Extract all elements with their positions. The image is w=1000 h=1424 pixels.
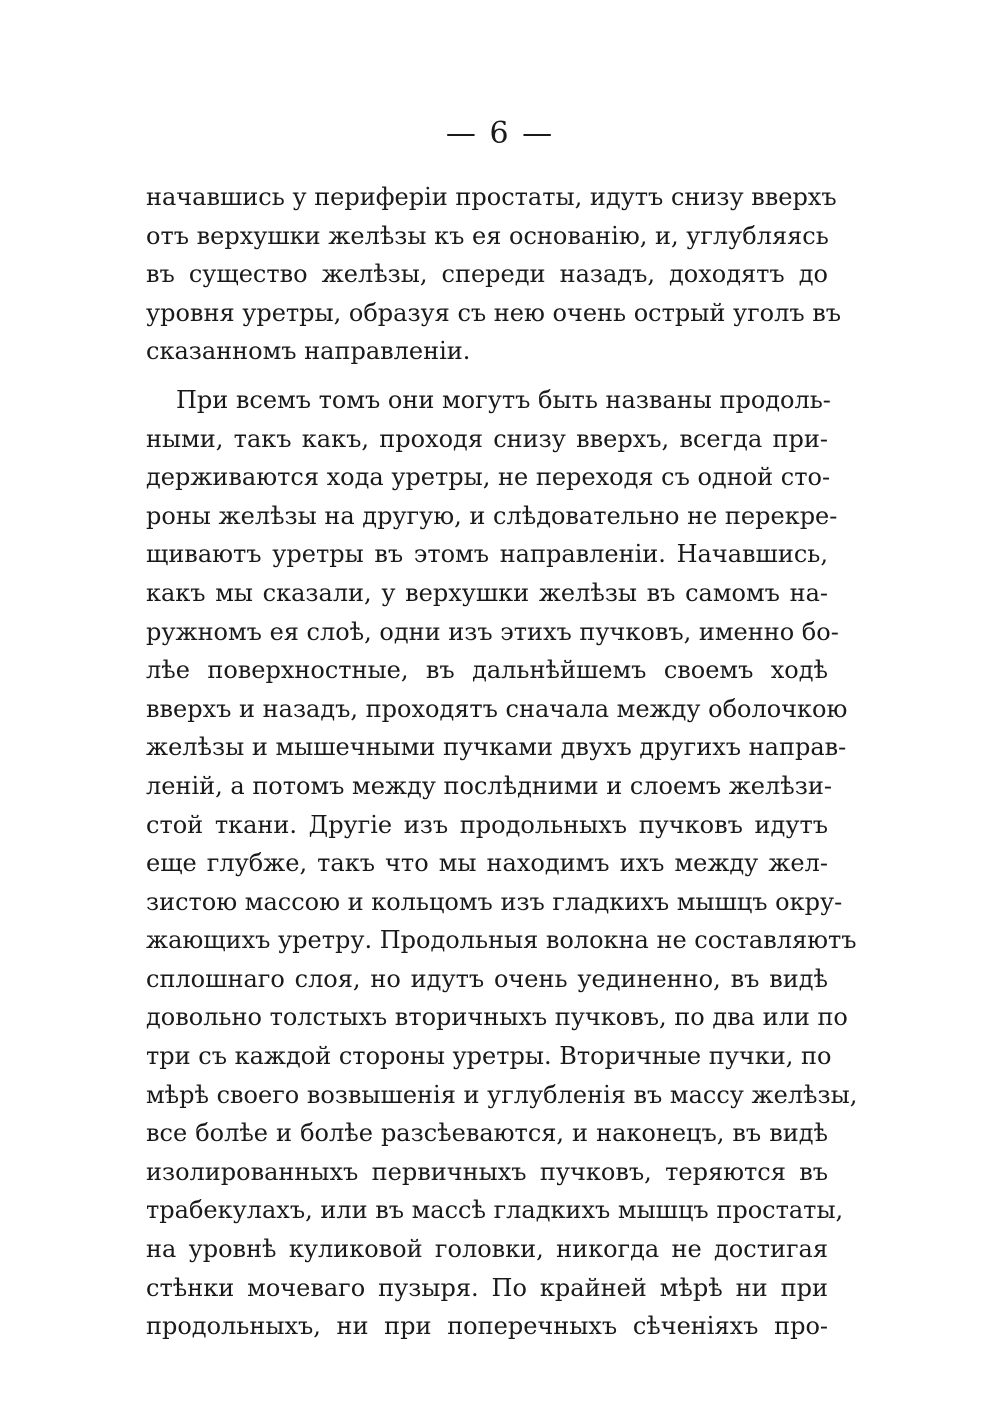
text-line: продольныхъ, ни при поперечныхъ сѣченіяхъ про-	[146, 1312, 828, 1341]
text-line: При всемъ томъ они могутъ быть названы продоль-	[176, 385, 831, 414]
text-line: леній, а потомъ между послѣдними и слоемъ желѣзи-	[146, 771, 832, 800]
text-line: сказанномъ направленіи.	[146, 337, 471, 366]
text-line: начавшись у периферіи простаты, идутъ снизу вверхъ	[146, 183, 837, 211]
text-line: вверхъ и назадъ, проходятъ сначала между оболочкою	[146, 694, 848, 723]
text-line: отъ верхушки желѣзы къ ея основанію, и, углубляясь	[146, 221, 829, 250]
text-line: довольно толстыхъ вторичныхъ пучковъ, по два или по	[146, 1003, 848, 1032]
text-line: еще глубже, такъ что мы находимъ ихъ между жел-	[146, 849, 828, 878]
text-line: жающихъ уретру. Продольныя волокна не составляютъ	[146, 926, 857, 955]
body-text	[146, 178, 858, 1346]
paragraph-1	[146, 178, 842, 371]
text-line: три съ каждой стороны уретры. Вторичные пучки, по	[146, 1042, 832, 1071]
text-line: все болѣе и болѣе разсѣеваются, и наконецъ, въ видѣ	[146, 1119, 828, 1148]
text-line: уровня уретры, образуя съ нею очень острый уголъ въ	[146, 298, 842, 327]
text-line: стой ткани. Другіе изъ продольныхъ пучковъ идутъ	[146, 810, 828, 839]
text-line: мѣрѣ своего возвышенія и углубленія въ массу желѣзы,	[146, 1080, 858, 1109]
text-line: ными, такъ какъ, проходя снизу вверхъ, всегда при-	[146, 424, 828, 453]
text-line: щиваютъ уретры въ этомъ направленіи. Начавшись,	[146, 540, 828, 569]
text-line: желѣзы и мышечными пучками двухъ другихъ направ-	[146, 733, 847, 762]
text-line: сплошнаго слоя, но идутъ очень уединенно, въ видѣ	[146, 964, 828, 993]
text-line: ружномъ ея слоѣ, одни изъ этихъ пучковъ, именно бо-	[146, 617, 839, 646]
text-line: роны желѣзы на другую, и слѣдовательно не перекре-	[146, 501, 838, 530]
text-line: зистою массою и кольцомъ изъ гладкихъ мышцъ окру-	[146, 887, 843, 916]
text-line: лѣе поверхностные, въ дальнѣйшемъ своемъ ходѣ	[146, 656, 828, 685]
text-line: изолированныхъ первичныхъ пучковъ, теряются въ	[146, 1157, 828, 1186]
page-number: — 6 —	[445, 116, 555, 151]
text-line: какъ мы сказали, у верхушки желѣзы въ самомъ на-	[146, 578, 828, 607]
text-line: трабекулахъ, или въ массѣ гладкихъ мышцъ простаты,	[146, 1196, 844, 1225]
paragraph-2	[146, 381, 858, 1346]
text-line: въ существо желѣзы, спереди назадъ, доходятъ до	[146, 260, 828, 289]
text-line: стѣнки мочеваго пузыря. По крайней мѣрѣ ни при	[146, 1273, 828, 1302]
text-line: держиваются хода уретры, не переходя съ одной сто-	[146, 463, 831, 492]
text-line: на уровнѣ куликовой головки, никогда не достигая	[146, 1235, 828, 1264]
